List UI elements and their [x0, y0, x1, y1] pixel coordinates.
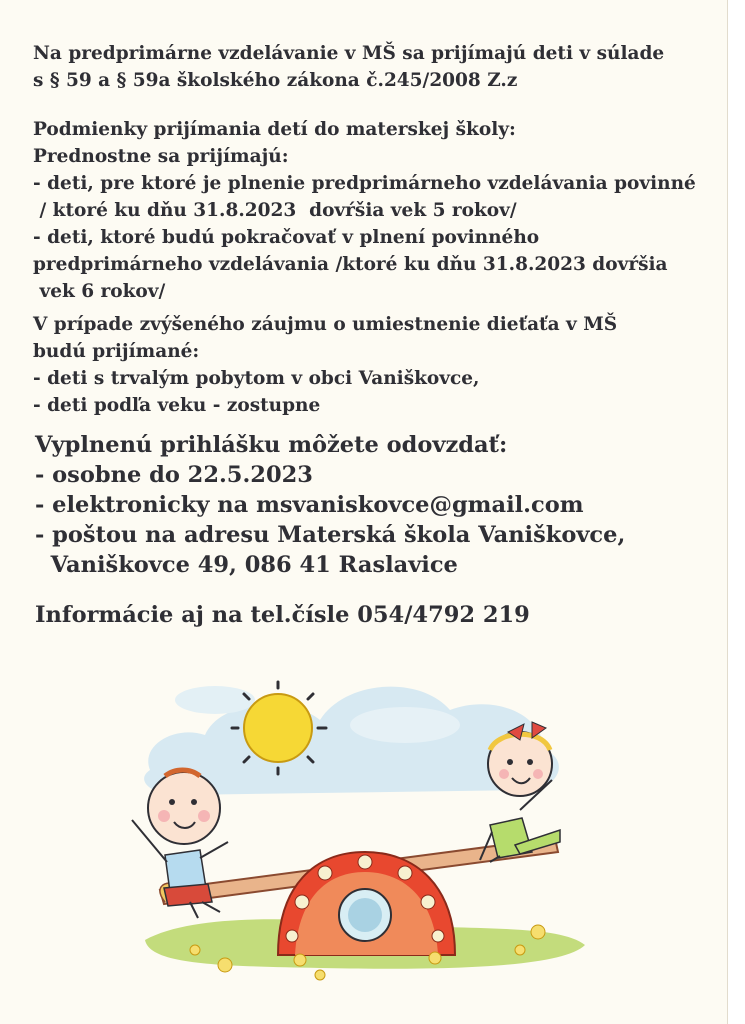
girl-icon	[480, 722, 560, 862]
conditions-line: vek 6 rokov/	[33, 281, 166, 302]
contact-phone: Informácie aj na tel.čísle 054/4792 219	[35, 602, 530, 628]
conditions-line: predprimárneho vzdelávania /ktoré ku dňu 31.8.2023 dovŕšia	[33, 254, 668, 275]
conditions-line: - deti, pre ktoré je plnenie predprimárneho vzdelávania povinné	[33, 173, 696, 194]
interest-line: budú prijímané:	[33, 341, 200, 362]
application-line: - poštou na adresu Materská škola Vaniškovce,	[35, 522, 626, 548]
application-heading: Vyplnenú prihlášku môžete odovzdať:	[35, 432, 508, 458]
conditions-line: / ktoré ku dňu 31.8.2023 dovŕšia vek 5 rokov/	[33, 200, 517, 221]
interest-line: - deti podľa veku - zostupne	[33, 395, 321, 416]
seesaw-children-illustration	[120, 640, 590, 985]
interest-line: V prípade zvýšeného záujmu o umiestnenie dieťaťa v MŠ	[33, 314, 618, 335]
contact-line	[35, 600, 530, 630]
application-line: - osobne do 22.5.2023	[35, 462, 313, 488]
application-paragraph	[35, 430, 625, 580]
intro-line: s § 59 a § 59a školského zákona č.245/2008 Z.z	[33, 70, 518, 91]
conditions-line: Prednostne sa prijímajú:	[33, 146, 289, 167]
intro-paragraph	[33, 40, 664, 94]
application-address-line: Vaniškovce 49, 086 41 Raslavice	[35, 552, 458, 578]
conditions-heading: Podmienky prijímania detí do materskej školy:	[33, 119, 516, 140]
interest-line: - deti s trvalým pobytom v obci Vaniškovce,	[33, 368, 480, 389]
increased-interest-paragraph	[33, 311, 617, 419]
intro-line: Na predprimárne vzdelávanie v MŠ sa prijímajú deti v súlade	[33, 43, 665, 64]
conditions-line: - deti, ktoré budú pokračovať v plnení povinného	[33, 227, 540, 248]
sun-icon	[232, 682, 326, 774]
application-email-line: - elektronicky na msvaniskovce@gmail.com	[35, 492, 584, 518]
admission-conditions	[33, 116, 696, 305]
